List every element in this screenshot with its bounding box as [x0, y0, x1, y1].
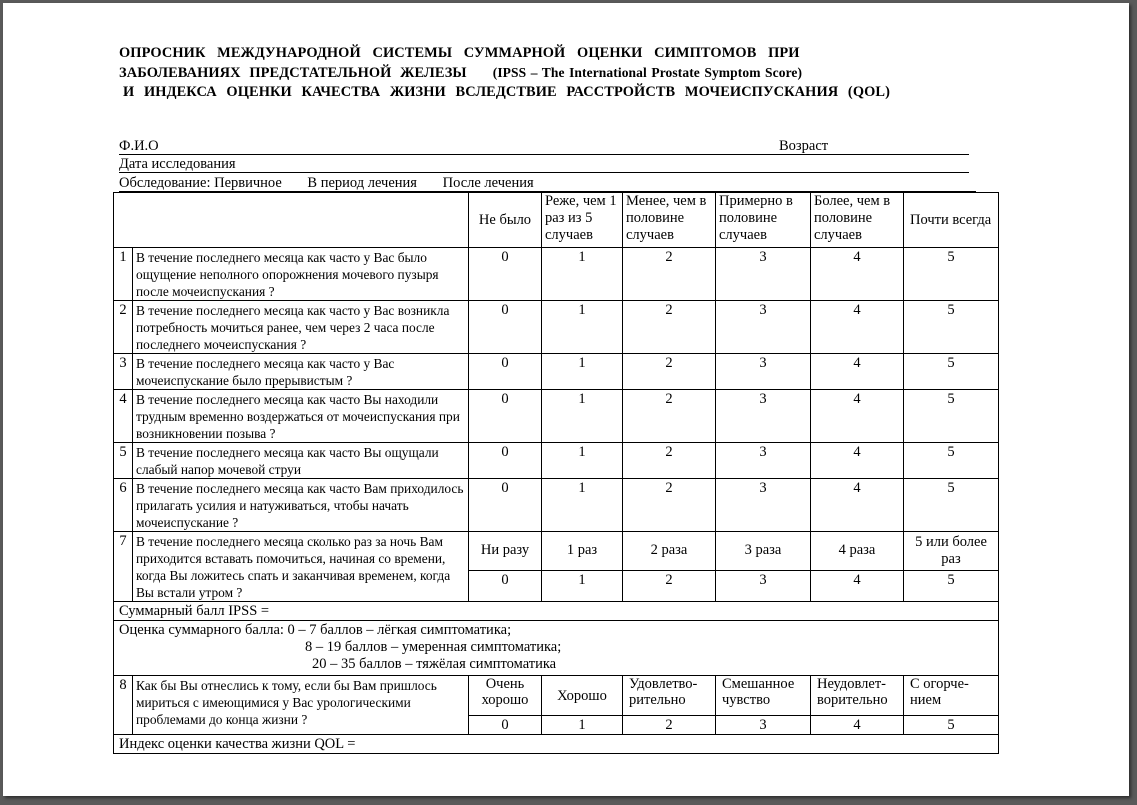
- date-label: Дата исследования: [119, 156, 236, 172]
- ipss-table: [113, 192, 999, 754]
- score-option-0[interactable]: 0: [469, 354, 542, 390]
- header-cell-4: Более, чем в половине случаев: [811, 193, 904, 248]
- question-text: В течение последнего месяца как часто у Вас было ощущение неполного опорожнения мочевого пузыря после мочеиспускания ?: [133, 248, 469, 301]
- header-cell-2: Менее, чем в половине случаев: [623, 193, 716, 248]
- score-option-4[interactable]: 4: [811, 443, 904, 479]
- score-option-1[interactable]: 1: [542, 570, 623, 601]
- evaluation-cell: [114, 621, 999, 676]
- question-row: [114, 390, 999, 443]
- date-field[interactable]: [119, 156, 969, 173]
- question-text: Как бы Вы отнеслись к тому, если бы Вам пришлось мириться с имеющимися у Вас урологическими проблемами до конца жизни ?: [133, 676, 469, 735]
- night-option-3: 3 раза: [716, 532, 811, 571]
- score-option-3[interactable]: 3: [716, 479, 811, 532]
- title-line-1: ОПРОСНИК МЕЖДУНАРОДНОЙ СИСТЕМЫ СУММАРНОЙ ОЦЕНКИ СИМПТОМОВ ПРИ: [119, 45, 800, 61]
- score-option-3[interactable]: 3: [716, 570, 811, 601]
- header-empty-cell: [114, 193, 469, 248]
- exam-after-option[interactable]: После лечения: [442, 175, 534, 191]
- document-title: [119, 44, 1019, 102]
- exam-field[interactable]: [119, 175, 976, 192]
- night-option-1: 1 раз: [542, 532, 623, 571]
- score-option-2[interactable]: 2: [623, 479, 716, 532]
- evaluation-line-2: 8 – 19 баллов – умеренная симптоматика;: [305, 639, 562, 655]
- score-option-5[interactable]: 5: [904, 390, 999, 443]
- question-number: 3: [114, 354, 133, 390]
- document-page: [3, 3, 1129, 796]
- night-option-4: 4 раза: [811, 532, 904, 571]
- score-option-3[interactable]: 3: [716, 248, 811, 301]
- question-7-options-row: [114, 532, 999, 571]
- header-cell-1: Реже, чем 1 раз из 5 случаев: [542, 193, 623, 248]
- question-number: 4: [114, 390, 133, 443]
- score-option-1[interactable]: 1: [542, 301, 623, 354]
- score-option-4[interactable]: 4: [811, 354, 904, 390]
- question-text: В течение последнего месяца сколько раз за ночь Вам приходится вставать помочиться, начиная со времени, когда Вы ложитесь спать и заканчивая временем, когда Вы встали утром ?: [133, 532, 469, 602]
- header-cell-3: Примерно в половине случаев: [716, 193, 811, 248]
- score-option-3[interactable]: 3: [716, 390, 811, 443]
- score-option-2[interactable]: 2: [623, 570, 716, 601]
- question-text: В течение последнего месяца как часто у Вас возникла потребность мочиться ранее, чем через 2 часа после последнего мочеиспускания ?: [133, 301, 469, 354]
- night-option-5: 5 или более раз: [904, 532, 999, 571]
- score-option-4[interactable]: 4: [811, 479, 904, 532]
- night-option-2: 2 раза: [623, 532, 716, 571]
- score-option-2[interactable]: 2: [623, 248, 716, 301]
- qol-option-1: Хорошо: [542, 676, 623, 716]
- score-option-2[interactable]: 2: [623, 390, 716, 443]
- ipss-total-field[interactable]: Суммарный балл IPSS =: [114, 602, 999, 621]
- title-line-2-main: ЗАБОЛЕВАНИЯХ ПРЕДСТАТЕЛЬНОЙ ЖЕЛЕЗЫ: [119, 65, 467, 81]
- title-line-3: И ИНДЕКСА ОЦЕНКИ КАЧЕСТВА ЖИЗНИ ВСЛЕДСТВИЕ РАССТРОЙСТВ МОЧЕИСПУСКАНИЯ (QOL): [123, 84, 891, 100]
- exam-during-option[interactable]: В период лечения: [307, 175, 417, 191]
- score-option-5[interactable]: 5: [904, 570, 999, 601]
- question-number: 5: [114, 443, 133, 479]
- header-cell-0: Не было: [469, 193, 542, 248]
- qol-option-5: С огорче-нием: [904, 676, 999, 716]
- age-label: Возраст: [779, 138, 829, 154]
- score-option-5[interactable]: 5: [904, 354, 999, 390]
- fio-field[interactable]: [119, 138, 969, 155]
- question-row: [114, 301, 999, 354]
- qol-total-row: [114, 735, 999, 754]
- title-line-2-sub: (IPSS – The International Prostate Symptom Score): [492, 65, 803, 80]
- score-option-1[interactable]: 1: [542, 443, 623, 479]
- score-option-4[interactable]: 4: [811, 301, 904, 354]
- question-text: В течение последнего месяца как часто у Вас мочеиспускание было прерывистым ?: [133, 354, 469, 390]
- score-option-3[interactable]: 3: [716, 443, 811, 479]
- score-option-5[interactable]: 5: [904, 443, 999, 479]
- evaluation-line-1: Оценка суммарного балла: 0 – 7 баллов – лёгкая симптоматика;: [119, 622, 512, 638]
- score-option-1[interactable]: 1: [542, 354, 623, 390]
- score-option-2[interactable]: 2: [623, 443, 716, 479]
- score-option-1[interactable]: 1: [542, 716, 623, 735]
- title-line-2: [119, 63, 1019, 83]
- header-row: [114, 193, 999, 248]
- score-option-1[interactable]: 1: [542, 390, 623, 443]
- qol-option-0: Очень хорошо: [469, 676, 542, 716]
- score-option-4[interactable]: 4: [811, 570, 904, 601]
- score-option-2[interactable]: 2: [623, 716, 716, 735]
- question-8-options-row: [114, 676, 999, 716]
- question-row: [114, 479, 999, 532]
- evaluation-row: [114, 621, 999, 676]
- score-option-4[interactable]: 4: [811, 390, 904, 443]
- fio-label: Ф.И.О: [119, 138, 159, 154]
- score-option-3[interactable]: 3: [716, 354, 811, 390]
- night-option-0: Ни разу: [469, 532, 542, 571]
- question-number: 8: [114, 676, 133, 735]
- question-row: [114, 443, 999, 479]
- question-row: [114, 354, 999, 390]
- score-option-5[interactable]: 5: [904, 248, 999, 301]
- score-option-0[interactable]: 0: [469, 570, 542, 601]
- question-number: 1: [114, 248, 133, 301]
- score-option-0[interactable]: 0: [469, 301, 542, 354]
- score-option-0[interactable]: 0: [469, 479, 542, 532]
- score-option-0[interactable]: 0: [469, 443, 542, 479]
- score-option-0[interactable]: 0: [469, 716, 542, 735]
- score-option-5[interactable]: 5: [904, 479, 999, 532]
- question-text: В течение последнего месяца как часто Вы находили трудным временно воздержаться от мочеиспускания при возникновении позыва ?: [133, 390, 469, 443]
- score-option-4[interactable]: 4: [811, 248, 904, 301]
- score-option-3[interactable]: 3: [716, 716, 811, 735]
- exam-label: Обследование: Первичное: [119, 175, 282, 191]
- question-number: 6: [114, 479, 133, 532]
- score-option-5[interactable]: 5: [904, 716, 999, 735]
- question-number: 7: [114, 532, 133, 602]
- score-option-5[interactable]: 5: [904, 301, 999, 354]
- question-text: В течение последнего месяца как часто Вы ощущали слабый напор мочевой струи: [133, 443, 469, 479]
- ipss-total-row: [114, 602, 999, 621]
- qol-option-2: Удовлетво-рительно: [623, 676, 716, 716]
- header-cell-5: Почти всегда: [904, 193, 999, 248]
- score-option-2[interactable]: 2: [623, 354, 716, 390]
- evaluation-line-3: 20 – 35 баллов – тяжёлая симптоматика: [312, 656, 557, 672]
- question-row: [114, 248, 999, 301]
- score-option-2[interactable]: 2: [623, 301, 716, 354]
- score-option-4[interactable]: 4: [811, 716, 904, 735]
- score-option-0[interactable]: 0: [469, 248, 542, 301]
- question-text: В течение последнего месяца как часто Вам приходилось прилагать усилия и натуживаться, чтобы начать мочеиспускание ?: [133, 479, 469, 532]
- qol-option-3: Смешанное чувство: [716, 676, 811, 716]
- qol-option-4: Неудовлет-ворительно: [811, 676, 904, 716]
- score-option-1[interactable]: 1: [542, 479, 623, 532]
- score-option-0[interactable]: 0: [469, 390, 542, 443]
- score-option-1[interactable]: 1: [542, 248, 623, 301]
- qol-total-field[interactable]: Индекс оценки качества жизни QOL =: [114, 735, 999, 754]
- score-option-3[interactable]: 3: [716, 301, 811, 354]
- question-number: 2: [114, 301, 133, 354]
